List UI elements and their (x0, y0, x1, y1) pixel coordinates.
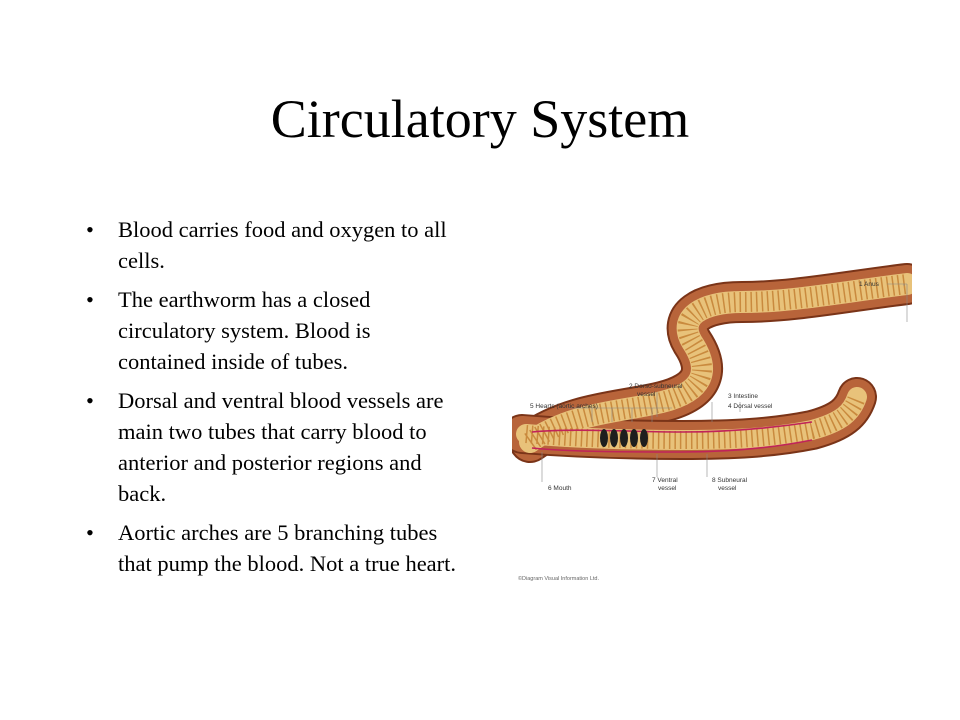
bullet-marker: • (86, 388, 94, 413)
label-ventral: 7 Ventral (652, 477, 678, 484)
label-hearts: 5 Hearts (aortic arches) (530, 403, 598, 410)
bullet-text: Dorsal and ventral blood vessels are main two tubes that carry blood to anterior and posterior regions and back. (118, 388, 444, 506)
bullet-item (86, 214, 458, 276)
bullet-item (86, 385, 458, 509)
label-anus: 1 Anus (859, 281, 879, 288)
label-subneural: 8 Subneural (712, 477, 748, 484)
bullet-list (86, 214, 458, 587)
earthworm-diagram-svg (512, 262, 912, 592)
slide-title: Circulatory System (270, 89, 690, 149)
earthworm-diagram (512, 262, 912, 592)
bullet-item (86, 284, 458, 377)
bullet-marker: • (86, 520, 94, 545)
bullet-marker: • (86, 287, 94, 312)
figure-credit: ©Diagram Visual Information Ltd. (518, 576, 599, 582)
label-intestine: 3 Intestine (728, 393, 758, 400)
label-mouth: 6 Mouth (548, 485, 572, 492)
label-ventral-vessel: vessel (658, 485, 677, 492)
bullet-marker: • (86, 217, 94, 242)
label-dorso-subneural-vessel: vessel (637, 391, 656, 398)
bullet-text: Blood carries food and oxygen to all cells. (118, 217, 447, 273)
label-dorsal-vessel: 4 Dorsal vessel (728, 403, 773, 410)
label-subneural-vessel: vessel (718, 485, 737, 492)
label-dorso-subneural: 2 Dorso-subneural (629, 383, 683, 390)
bullet-text: The earthworm has a closed circulatory system. Blood is contained inside of tubes. (118, 287, 371, 374)
bullet-text: Aortic arches are 5 branching tubes that pump the blood. Not a true heart. (118, 520, 457, 576)
bullet-item (86, 517, 458, 579)
